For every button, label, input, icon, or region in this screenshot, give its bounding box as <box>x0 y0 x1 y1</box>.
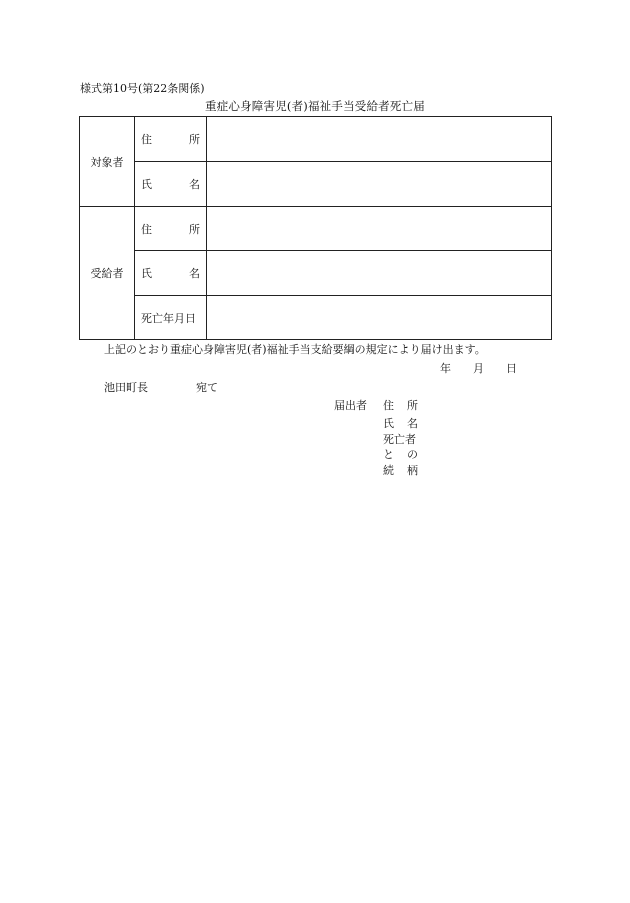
subject-name-label <box>135 162 207 207</box>
death-date-label-text: 死亡年月日 <box>141 311 196 325</box>
addressee-name: 池田町長 <box>104 381 148 394</box>
death-date-row <box>80 296 552 340</box>
subject-name-row <box>80 162 552 207</box>
document-title: 重症心身障害児(者)福祉手当受給者死亡届 <box>205 99 425 113</box>
notifier-name-char-2: 名 <box>407 417 418 430</box>
notifier-relation-char-gara: 柄 <box>407 464 418 477</box>
notifier-address-char-2: 所 <box>407 399 418 412</box>
subject-address-field[interactable] <box>207 117 552 162</box>
notifier-relation-line-2 <box>383 449 431 460</box>
name-label-char-1: 氏 <box>141 178 152 191</box>
address-label-char-1: 住 <box>141 133 152 146</box>
recipient-name-field[interactable] <box>207 251 552 296</box>
name-label-char-1: 氏 <box>141 267 152 280</box>
recipient-address-field[interactable] <box>207 207 552 251</box>
death-date-field[interactable] <box>207 296 552 340</box>
notifier-name-char-1: 氏 <box>383 417 394 430</box>
recipient-name-label <box>135 251 207 296</box>
subject-address-label <box>135 117 207 162</box>
address-label-char-2: 所 <box>189 133 200 146</box>
declaration-statement: 上記のとおり重症心身障害児(者)福祉手当支給要綱の規定により届け出ます。 <box>104 343 486 356</box>
submission-date <box>440 363 517 374</box>
recipient-address-label <box>135 207 207 251</box>
form-number: 様式第10号(第22条関係) <box>80 82 205 95</box>
subject-group-label: 対象者 <box>80 117 135 207</box>
address-label-char-2: 所 <box>189 222 200 236</box>
addressee-suffix: 宛て <box>196 381 218 394</box>
address-label-char-1: 住 <box>141 222 152 236</box>
date-year-label: 年 <box>440 362 451 375</box>
notifier-name-row <box>383 418 431 429</box>
notifier-relation-line-1 <box>383 434 416 445</box>
notifier-relation-text-1: 死亡者 <box>383 433 416 446</box>
death-date-label <box>135 296 207 340</box>
name-label-char-2: 名 <box>189 178 200 191</box>
notifier-relation-char-to: と <box>383 448 394 461</box>
notifier-label: 届出者 <box>334 399 367 412</box>
subject-name-field[interactable] <box>207 162 552 207</box>
name-label-char-2: 名 <box>189 267 200 280</box>
notifier-address-char-1: 住 <box>383 399 394 412</box>
notifier-address-row <box>383 400 431 411</box>
notifier-relation-char-no: の <box>407 448 418 461</box>
notifier-relation-line-3 <box>383 465 431 476</box>
date-day-label: 日 <box>506 362 517 375</box>
notification-form-table <box>79 116 552 340</box>
date-month-label: 月 <box>473 362 484 375</box>
recipient-group-label: 受給者 <box>80 207 135 340</box>
notifier-relation-char-zoku: 続 <box>383 464 394 477</box>
subject-address-row <box>80 117 552 162</box>
recipient-address-row <box>80 207 552 251</box>
recipient-name-row <box>80 251 552 296</box>
